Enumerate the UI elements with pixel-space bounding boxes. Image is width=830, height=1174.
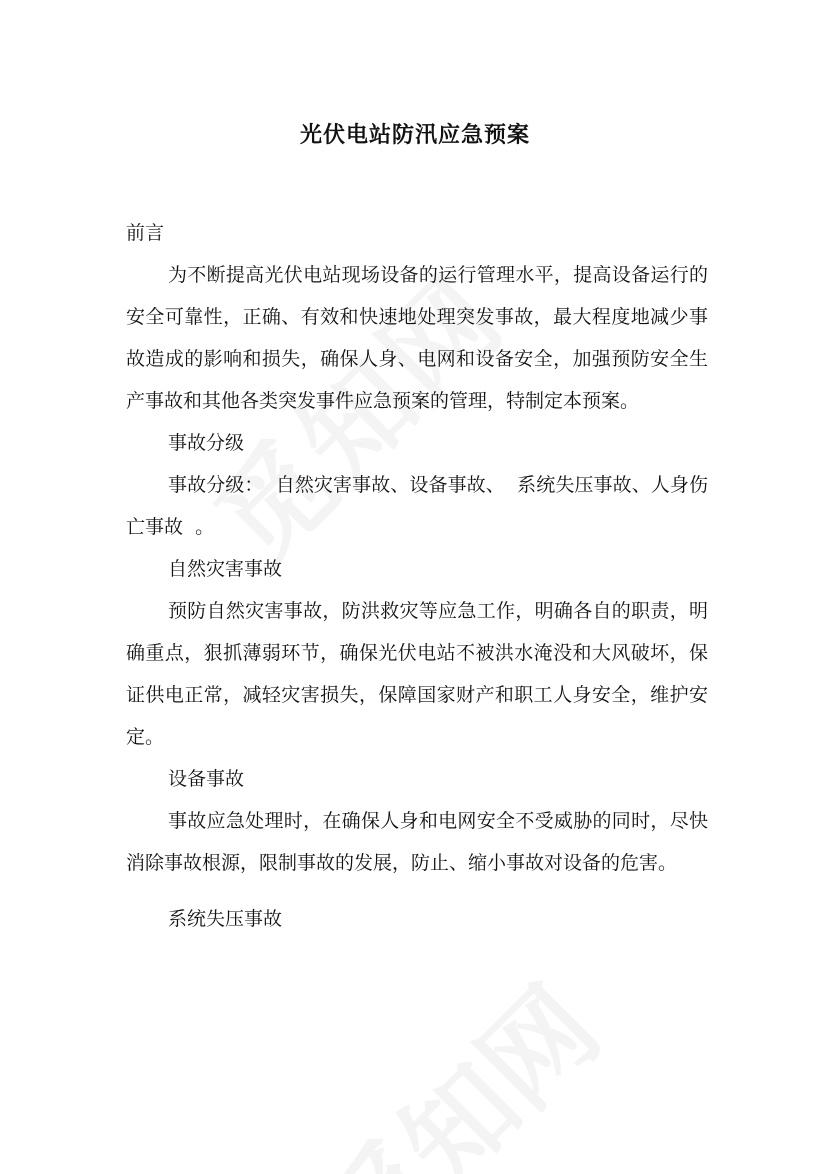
section-heading-equipment: 设备事故 (168, 768, 245, 790)
spacer (126, 884, 708, 898)
document-body (126, 212, 708, 940)
section-paragraph-natural-disaster: 预防自然灾害事故，防洪救灾等应急工作，明确各自的职责，明确重点，狠抓薄弱环节，确保光伏电站不被洪水淹没和大风破坏，保证供电正常，减轻灾害损失，保障国家财产和职工人身安全，维护安定。 (126, 600, 708, 748)
section-heading-system-voltage-loss: 系统失压事故 (168, 908, 283, 930)
section-paragraph-grading: 事故分级： 自然灾害事故、设备事故、 系统失压事故、人身伤亡事故 。 (126, 474, 708, 538)
section-heading-grading: 事故分级 (168, 432, 245, 454)
document-title: 光伏电站防汛应急预案 (299, 123, 530, 148)
section-paragraph-equipment: 事故应急处理时，在确保人身和电网安全不受威胁的同时，尽快消除事故根源，限制事故的发展，防止、缩小事故对设备的危害。 (126, 810, 708, 874)
preface-paragraph: 为不断提高光伏电站现场设备的运行管理水平，提高设备运行的安全可靠性，正确、有效和快速地处理突发事故，最大程度地减少事故造成的影响和损失，确保人身、电网和设备安全，加强预防安全生产事故和其他各类突发事件应急预案的管理，特制定本预案。 (126, 264, 708, 412)
section-heading-natural-disaster: 自然灾害事故 (168, 558, 283, 580)
preface-heading: 前言 (126, 222, 165, 244)
watermark-bottom (282, 946, 627, 1174)
